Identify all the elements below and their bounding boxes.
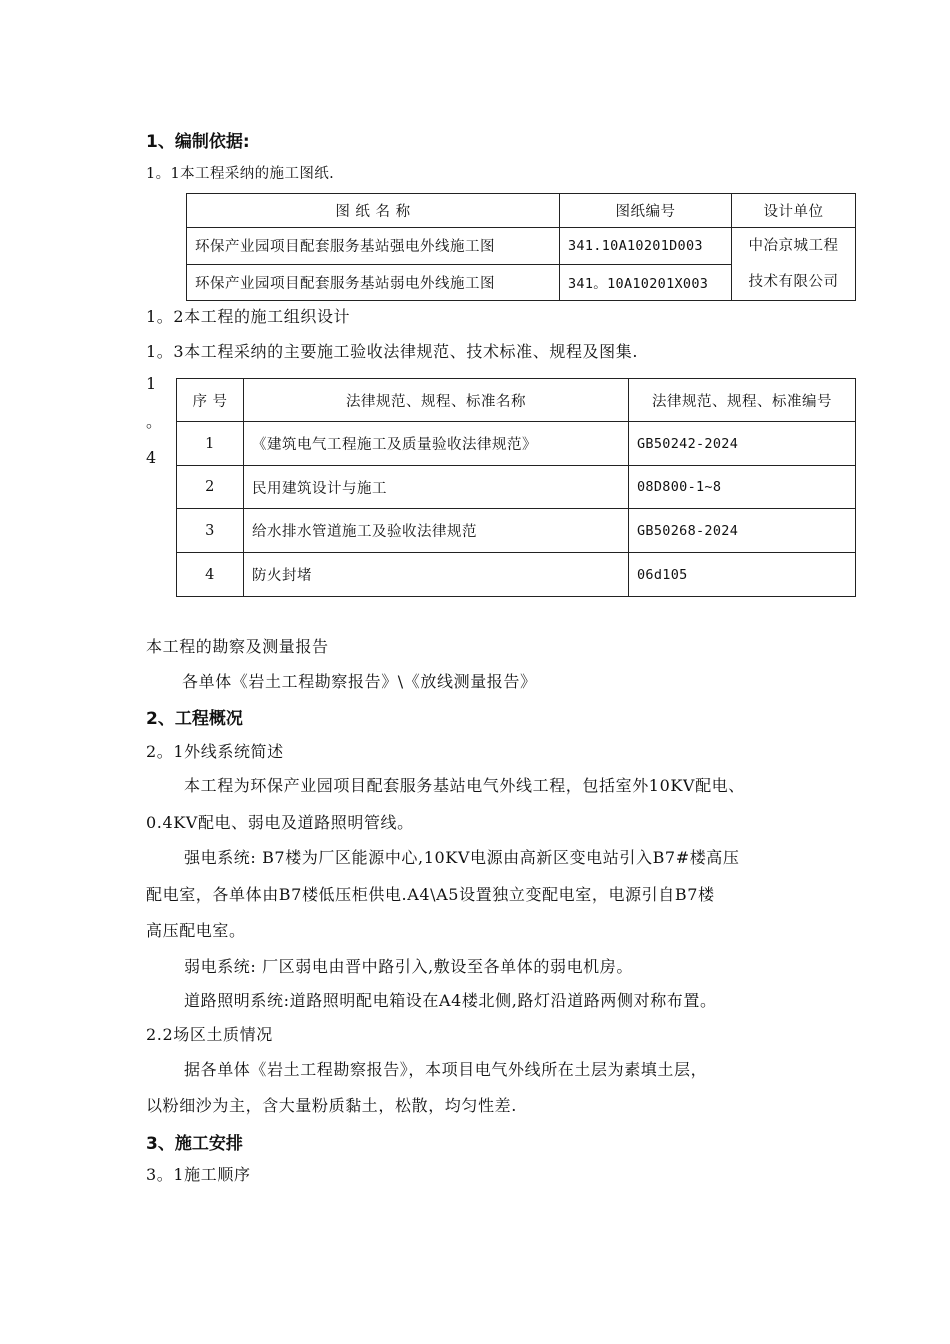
survey-title: 本工程的勘察及测量报告 — [146, 637, 329, 656]
standards-header-code: 法律规范、规程、标准编号 — [629, 379, 856, 422]
drawings-table — [186, 193, 856, 301]
drawings-header-name: 图 纸 名 称 — [187, 194, 560, 228]
drawings-header-code: 图纸编号 — [560, 194, 732, 228]
drawings-row-1-name: 环保产业园项目配套服务基站强电外线施工图 — [187, 228, 560, 265]
standards-row-3-code: GB50268-2024 — [629, 509, 856, 553]
standards-row-1-name: 《建筑电气工程施工及质量验收法律规范》 — [244, 422, 629, 466]
drawings-row-2-name: 环保产业园项目配套服务基站弱电外线施工图 — [187, 264, 560, 301]
standards-row-2-code: 08D800-1~8 — [629, 466, 856, 509]
subsection-1-4-num-2: 。 — [146, 412, 163, 431]
subsection-3-1: 3。1施工顺序 — [146, 1165, 251, 1184]
subsection-1-3: 1。3本工程采纳的主要施工验收法律规范、技术标准、规程及图集. — [146, 342, 639, 361]
standards-header-no: 序 号 — [177, 379, 244, 422]
weak-power-para: 弱电系统: 厂区弱电由晋中路引入,敷设至各单体的弱电机房。 — [184, 957, 633, 976]
strong-power-line-1: 强电系统: B7楼为厂区能源中心,10KV电源由高新区变电站引入B7#楼高压 — [184, 848, 740, 867]
section-1-title: 1、编制依据: — [146, 132, 250, 152]
standards-row-1-no: 1 — [177, 422, 244, 466]
standards-row-3-no: 3 — [177, 509, 244, 553]
standards-header-name: 法律规范、规程、标准名称 — [244, 379, 629, 422]
standards-row-1-code: GB50242-2024 — [629, 422, 856, 466]
drawings-unit-line-1: 中冶京城工程 — [748, 238, 839, 254]
survey-text: 各单体《岩土工程勘察报告》\《放线测量报告》 — [182, 672, 537, 691]
drawings-row-2-code: 341。10A10201X003 — [560, 264, 732, 301]
standards-row-4-no: 4 — [177, 553, 244, 597]
road-lighting-para: 道路照明系统:道路照明配电箱设在A4楼北侧,路灯沿道路两侧对称布置。 — [184, 991, 717, 1010]
standards-row-2-name: 民用建筑设计与施工 — [244, 466, 629, 509]
subsection-1-2: 1。2本工程的施工组织设计 — [146, 307, 351, 326]
drawings-unit-line-2: 技术有限公司 — [748, 274, 839, 290]
standards-row-3-name: 给水排水管道施工及验收法律规范 — [244, 509, 629, 553]
standards-row-4-code: 06d105 — [629, 553, 856, 597]
subsection-2-1: 2。1外线系统简述 — [146, 742, 284, 761]
section-2-title: 2、工程概况 — [146, 709, 243, 729]
drawings-unit-cell — [732, 228, 856, 301]
soil-para-line-2: 以粉细沙为主，含大量粉质黏土，松散，均匀性差. — [146, 1096, 517, 1115]
strong-power-line-3: 高压配电室。 — [146, 921, 246, 940]
subsection-2-2: 2.2场区土质情况 — [146, 1025, 273, 1044]
strong-power-line-2: 配电室，各单体由B7楼低压柜供电.A4\A5设置独立变配电室，电源引自B7楼 — [146, 885, 715, 904]
standards-row-2-no: 2 — [177, 466, 244, 509]
subsection-1-4-num-3: 4 — [146, 448, 157, 467]
overview-para-1-line-2: 0.4KV配电、弱电及道路照明管线。 — [146, 813, 414, 832]
section-3-title: 3、施工安排 — [146, 1134, 243, 1154]
overview-para-1-line-1: 本工程为环保产业园项目配套服务基站电气外线工程，包括室外10KV配电、 — [184, 776, 745, 795]
drawings-header-unit: 设计单位 — [732, 194, 856, 228]
soil-para-line-1: 据各单体《岩土工程勘察报告》，本项目电气外线所在土层为素填土层， — [184, 1060, 708, 1079]
standards-row-4-name: 防火封堵 — [244, 553, 629, 597]
subsection-1-1: 1。1本工程采纳的施工图纸. — [146, 166, 335, 182]
drawings-row-1-code: 341.10A10201D003 — [560, 228, 732, 265]
subsection-1-4-num-1: 1 — [146, 374, 157, 393]
standards-table — [176, 378, 856, 597]
